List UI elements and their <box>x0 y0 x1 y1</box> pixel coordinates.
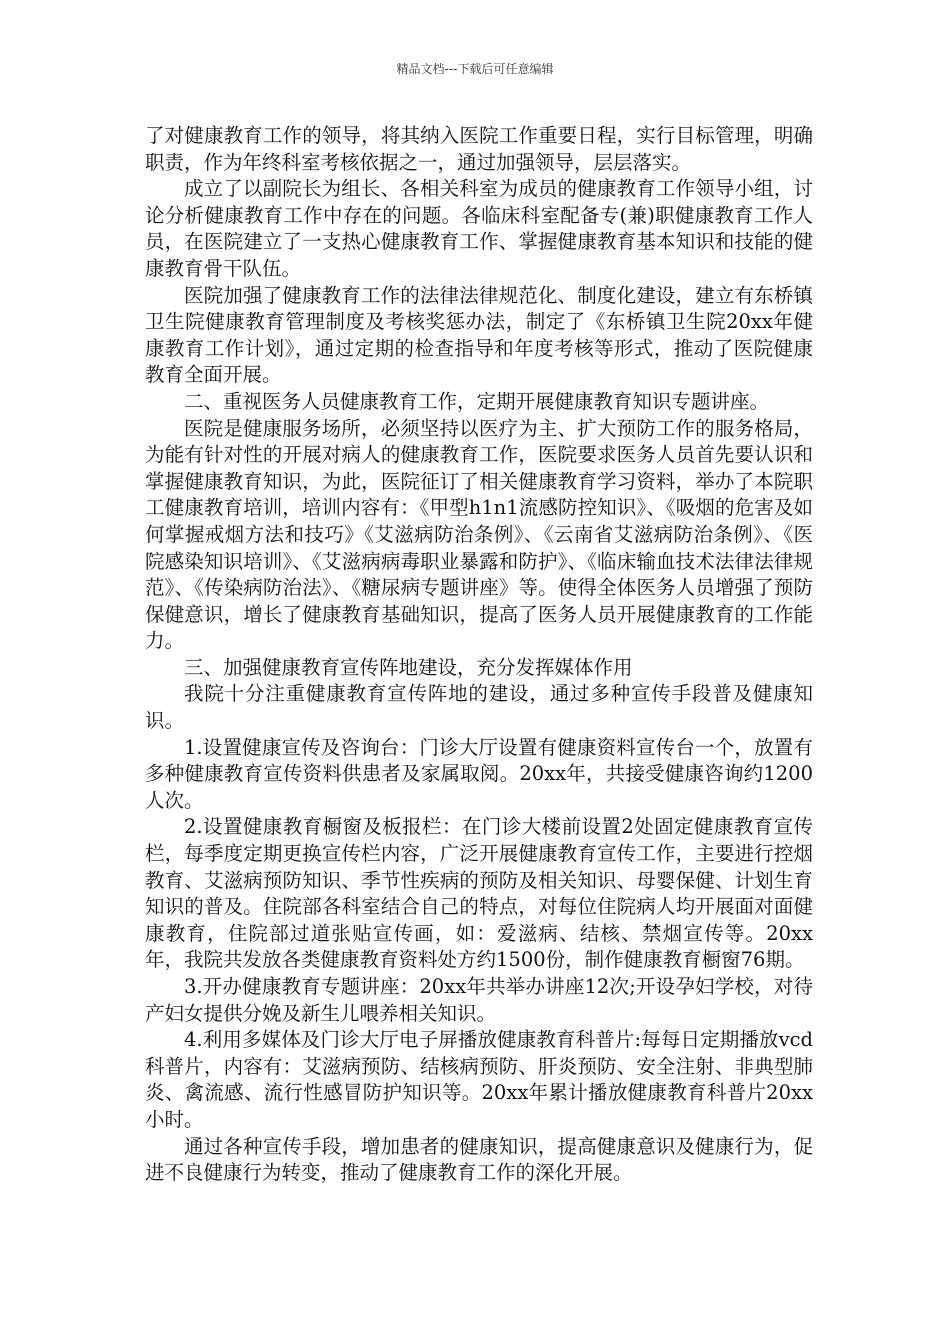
closing-paragraph: 通过各种宣传手段，增加患者的健康知识，提高健康意识及健康行为，促进不良健康行为转变，推动了健康教育工作的深化开展。 <box>145 1134 813 1185</box>
paragraph-2: 成立了以副院长为组长、各相关科室为成员的健康教育工作领导小组，讨论分析健康教育工作中存在的问题。各临床科室配备专(兼)职健康教育工作人员，在医院建立了一支热心健康教育工作、掌握健康教育基本知识和技能的健康教育骨干队伍。 <box>145 177 813 280</box>
paragraph-7: 我院十分注重健康教育宣传阵地的建设，通过多种宣传手段普及健康知识。 <box>145 682 813 733</box>
paragraph-1: 了对健康教育工作的领导，将其纳入医院工作重要日程，实行目标管理，明确职责，作为年终科室考核依据之一，通过加强领导，层层落实。 <box>145 124 813 174</box>
document-body <box>145 123 813 1187</box>
section-heading-2: 二、重视医务人员健康教育工作，定期开展健康教育知识专题讲座。 <box>184 389 770 413</box>
list-item-1: 1.设置健康宣传及咨询台：门诊大厅设置有健康资料宣传台一个，放置有多种健康教育宣传资料供患者及家属取阅。20xx年，共接受健康咨询约1200人次。 <box>145 735 813 812</box>
list-item-4: 4.利用多媒体及门诊大厅电子屏播放健康教育科普片:每每日定期播放vcd科普片，内容有：艾滋病预防、结核病预防、肝炎预防、安全注射、非典型肺炎、禽流感、流行性感冒防护知识等。20xx年累计播放健康教育科普片20xx小时。 <box>145 1028 813 1131</box>
page-header: 精品文档---下载后可任意编辑 <box>396 62 554 76</box>
list-item-2: 2.设置健康教育橱窗及板报栏：在门诊大楼前设置2处固定健康教育宣传栏，每季度定期更换宣传栏内容，广泛开展健康教育宣传工作，主要进行控烟教育、艾滋病预防知识、季节性疾病的预防及相关知识、母婴保健、计划生育知识的普及。住院部各科室结合自己的特点，对每位住院病人均开展面对面健康教育，住院部过道张贴宣传画，如：爱滋病、结核、禁烟宣传等。20xx年，我院共发放各类健康教育资料处方约1500份，制作健康教育橱窗76期。 <box>145 815 813 972</box>
section-heading-3: 三、加强健康教育宣传阵地建设，充分发挥媒体作用 <box>184 655 633 679</box>
list-item-3: 3.开办健康教育专题讲座：20xx年共举办讲座12次;开设孕妇学校，对待产妇女提供分娩及新生儿喂养相关知识。 <box>145 975 813 1025</box>
paragraph-3: 医院加强了健康教育工作的法律法律规范化、制度化建设，建立有东桥镇卫生院健康教育管理制度及考核奖惩办法，制定了《东桥镇卫生院20xx年健康教育工作计划》，通过定期的检查指导和年度考核等形式，推动了医院健康教育全面开展。 <box>145 283 813 387</box>
paragraph-5: 医院是健康服务场所，必须坚持以医疗为主、扩大预防工作的服务格局，为能有针对性的开展对病人的健康教育工作，医院要求医务人员首先要认识和掌握健康教育知识，为此，医院征订了相关健康教育学习资料，举办了本院职工健康教育培训，培训内容有：《甲型h1n1流感防控知识》、《吸烟的危害及如何掌握戒烟方法和技巧》《艾滋病防治条例》、《云南省艾滋病防治条例》、《医院感染知识培训》、《艾滋病病毒职业暴露和防护》、《临床输血技术法律法律规范》、《传染病防治法》、《糖尿病专题讲座》等。使得全体医务人员增强了预防保健意识，增长了健康教育基础知识，提高了医务人员开展健康教育的工作能力。 <box>145 416 813 653</box>
